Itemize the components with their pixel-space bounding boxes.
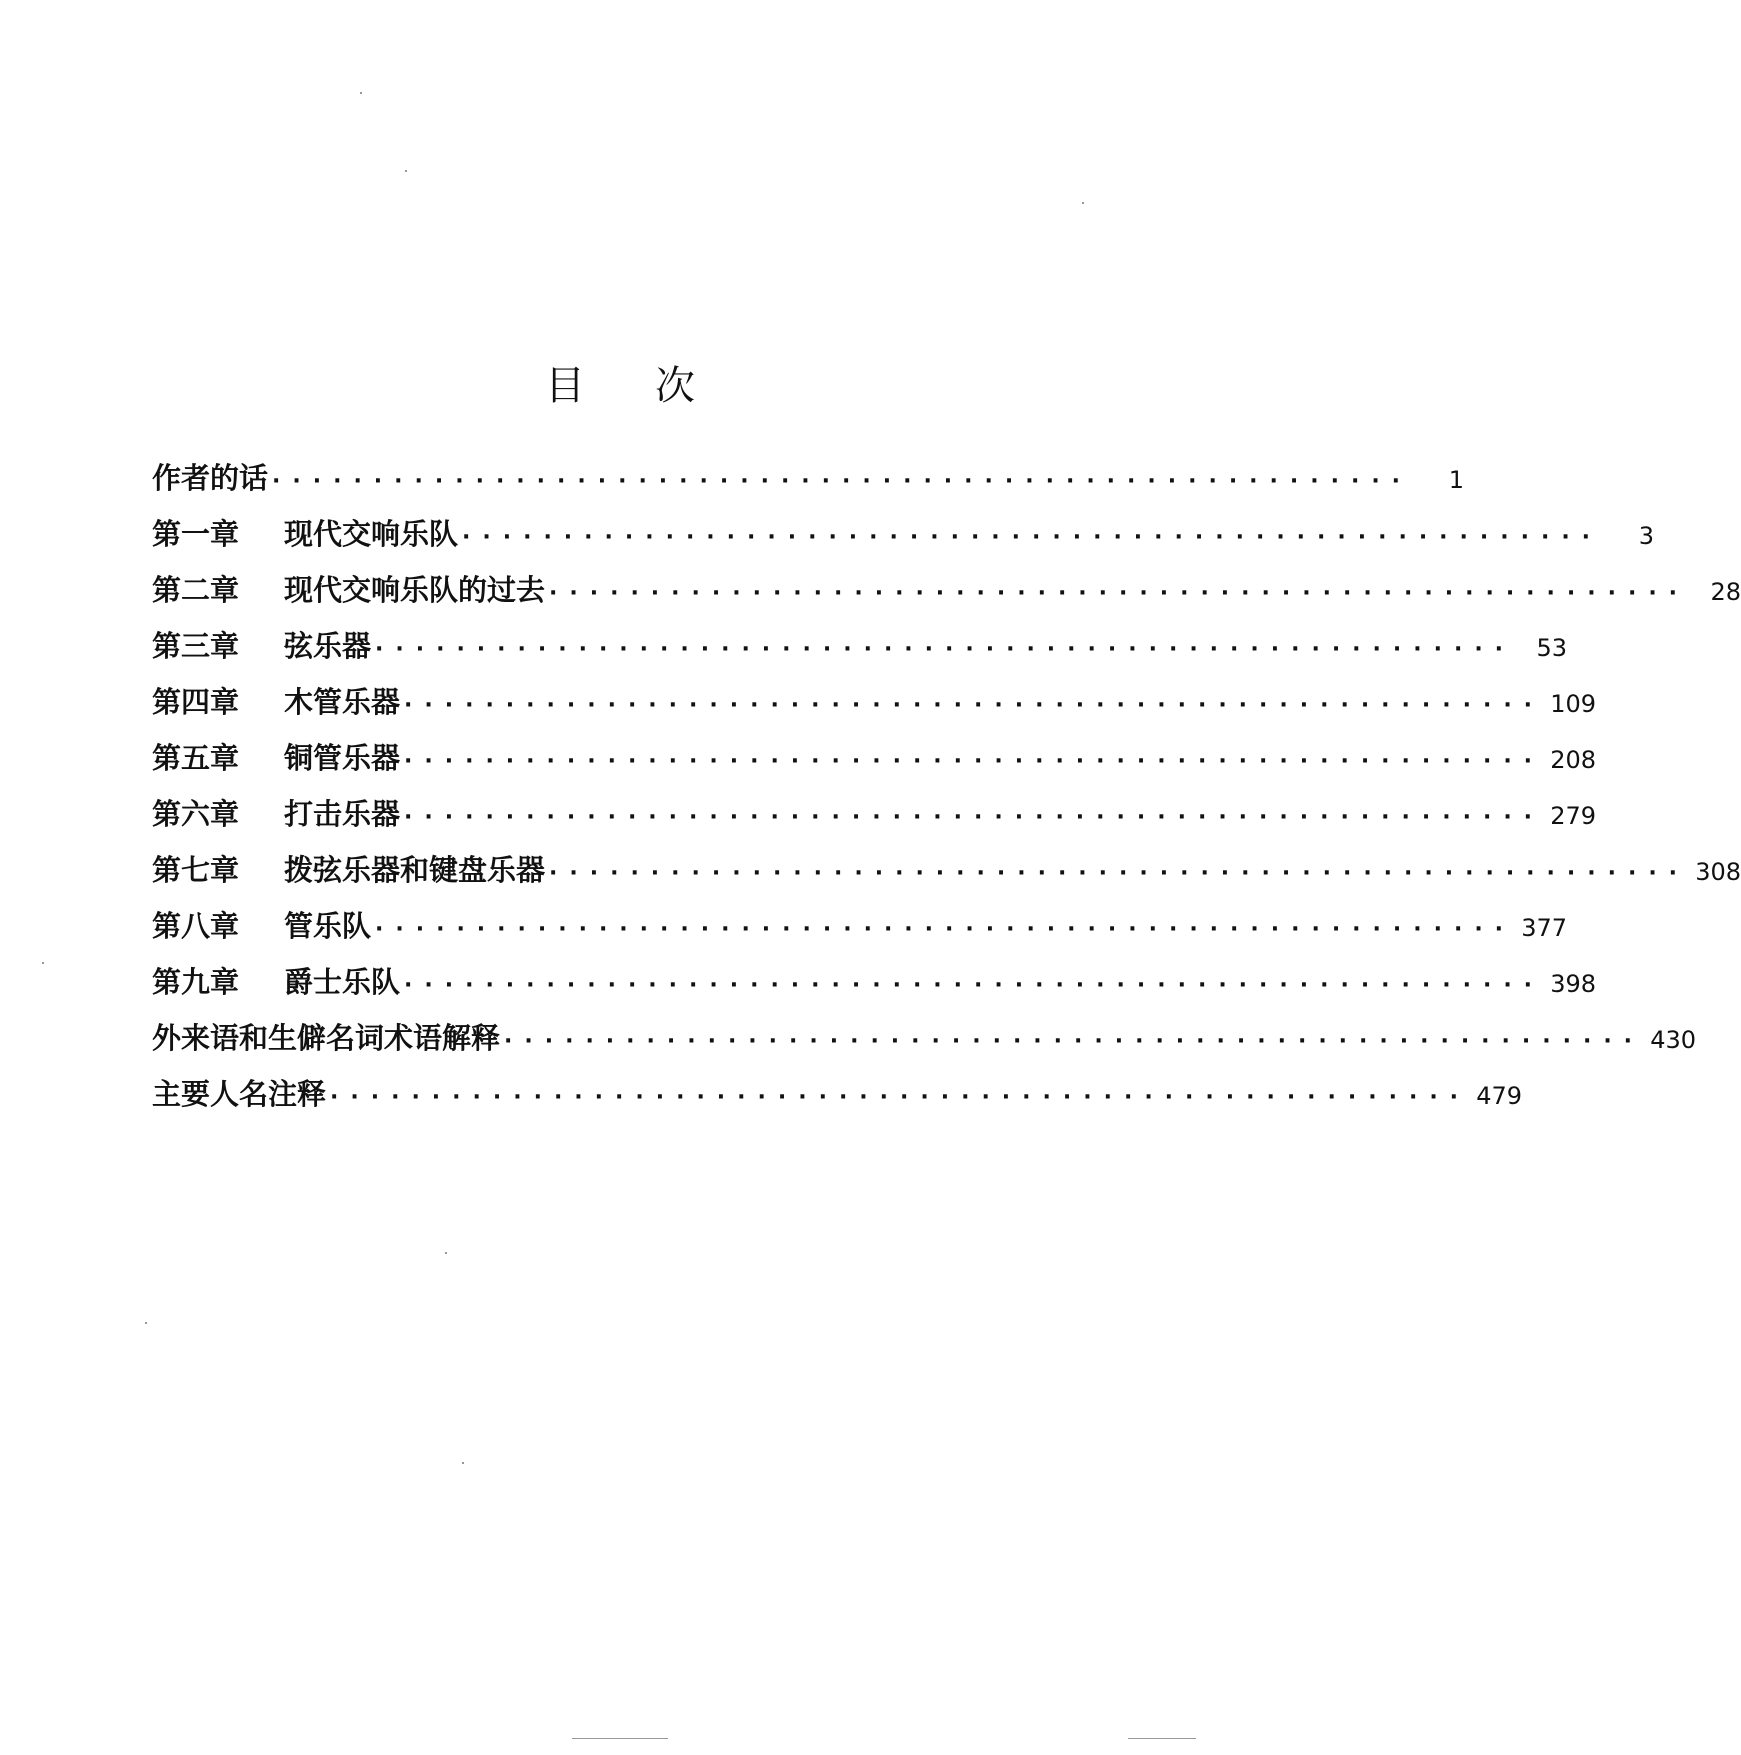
toc-dot-leader: ························································ (404, 805, 1545, 830)
toc-entry-chapter: 第五章 (152, 741, 240, 775)
toc-entry-page: 53 (1536, 634, 1568, 662)
toc-entry-chapter-5 (152, 738, 1597, 794)
toc-entry-chapter: 第三章 (152, 629, 240, 663)
toc-entry-label: 铜管乐器 (284, 741, 401, 775)
toc-entry-chapter: 第九章 (152, 965, 240, 999)
scan-speck (1082, 202, 1084, 204)
toc-entry-label: 作者的话 (152, 461, 269, 495)
toc-entry-chapter: 第一章 (152, 517, 240, 551)
scan-speck (145, 1322, 147, 1324)
toc-dot-leader: ························································ (462, 525, 1603, 550)
toc-dot-leader: ························································ (375, 917, 1516, 942)
toc-entry-page: 308 (1695, 858, 1741, 886)
toc-entry-label: 弦乐器 (284, 629, 372, 663)
toc-entry-page: 3 (1638, 522, 1655, 550)
toc-entry-chapter-4 (152, 682, 1597, 738)
toc-dot-leader: ························································ (330, 1085, 1471, 1110)
toc-entry-chapter-8 (152, 906, 1568, 962)
toc-entry-label: 木管乐器 (284, 685, 401, 719)
scan-edge-mark (1128, 1738, 1196, 1739)
table-of-contents (152, 458, 1741, 1130)
toc-dot-leader: ························································ (549, 581, 1690, 606)
toc-entry-chapter: 第六章 (152, 797, 240, 831)
toc-entry-page: 1 (1448, 466, 1465, 494)
toc-entry-glossary (152, 1018, 1697, 1074)
toc-entry-chapter: 第四章 (152, 685, 240, 719)
page-title: 目次 (545, 363, 765, 409)
toc-entry-chapter-7 (152, 850, 1741, 906)
toc-entry-page: 479 (1476, 1082, 1523, 1110)
toc-dot-leader: ························································ (404, 973, 1545, 998)
toc-entry-label: 主要人名注释 (152, 1077, 327, 1111)
toc-entry-label: 现代交响乐队 (284, 517, 459, 551)
toc-dot-leader: ························································ (375, 637, 1516, 662)
toc-entry-chapter-2 (152, 570, 1741, 626)
toc-entry-page: 398 (1550, 970, 1597, 998)
scan-speck (462, 1462, 464, 1464)
toc-entry-chapter-6 (152, 794, 1597, 850)
toc-entry-chapter-3 (152, 626, 1568, 682)
toc-dot-leader: ························································ (404, 693, 1545, 718)
toc-entry-chapter: 第八章 (152, 909, 240, 943)
toc-entry-label: 拨弦乐器和键盘乐器 (284, 853, 546, 887)
toc-entry-label: 爵士乐队 (284, 965, 401, 999)
toc-entry-page: 28 (1710, 578, 1741, 606)
toc-entry-page: 377 (1521, 914, 1568, 942)
toc-entry-page: 430 (1650, 1026, 1697, 1054)
toc-entry-chapter: 第二章 (152, 573, 240, 607)
toc-dot-leader: ························································ (272, 469, 1413, 494)
toc-entry-preface (152, 458, 1465, 514)
toc-dot-leader: ························································ (504, 1029, 1645, 1054)
scan-speck (405, 170, 407, 172)
toc-entry-label: 打击乐器 (284, 797, 401, 831)
toc-entry-chapter-1 (152, 514, 1655, 570)
scan-speck (445, 1252, 447, 1254)
toc-entry-page: 109 (1550, 690, 1597, 718)
scan-edge-mark (572, 1738, 668, 1739)
scan-speck (360, 92, 362, 94)
scan-speck (42, 962, 44, 964)
toc-entry-name-notes (152, 1074, 1523, 1130)
toc-entry-label: 管乐队 (284, 909, 372, 943)
toc-dot-leader: ························································ (549, 861, 1690, 886)
toc-entry-label: 外来语和生僻名词术语解释 (152, 1021, 501, 1055)
toc-entry-chapter-9 (152, 962, 1597, 1018)
toc-dot-leader: ························································ (404, 749, 1545, 774)
toc-entry-page: 208 (1550, 746, 1597, 774)
toc-entry-page: 279 (1550, 802, 1597, 830)
toc-entry-label: 现代交响乐队的过去 (284, 573, 546, 607)
toc-entry-chapter: 第七章 (152, 853, 240, 887)
